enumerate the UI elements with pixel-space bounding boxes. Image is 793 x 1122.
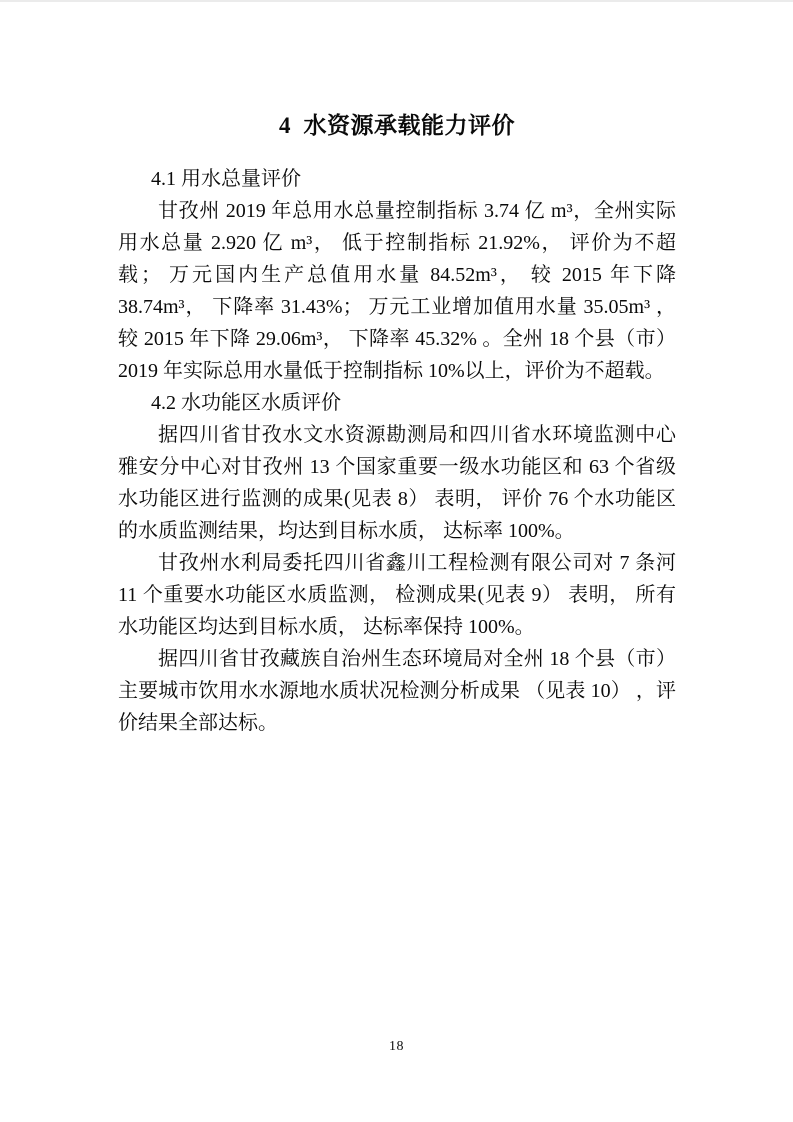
section-heading-4-1: 4.1 用水总量评价 [151, 168, 301, 190]
section-heading-4-2: 4.2 水功能区水质评价 [151, 392, 341, 414]
paragraph-water-quality-inspection: 甘孜州水利局委托四川省鑫川工程检测有限公司对 7 条河 11 个重要水功能区水质监测， 检测成果(见表 9） 表明， 所有水功能区均达到目标水质， 达标率保持 100%。 [118, 552, 676, 638]
paragraph-drinking-water-source-analysis: 据四川省甘孜藏族自治州生态环境局对全州 18 个县（市）主要城市饮用水水源地水质状况检测分析成果 （见表 10） ，评价结果全部达标。 [118, 648, 676, 734]
chapter-title: 4 水资源承载能力评价 [279, 113, 515, 138]
paragraph-water-usage-evaluation: 甘孜州 2019 年总用水总量控制指标 3.74 亿 m³，全州实际用水总量 2.920 亿 m³， 低于控制指标 21.92%， 评价为不超载； 万元国内生产总值用水量 84.52m³， 较 2015 年下降 38.74m³， 下降率 31.43%； 万元工业增加值用水量 35.05m³ ， 较 2015 年下降 29.06m³， 下降率 45.32% 。全州 18 个县（市）2019 年实际总用水量低于控制指标 10%以上，评价为不超载。 [118, 200, 676, 382]
document-content [118, 110, 676, 739]
paragraph-water-function-zone-monitoring: 据四川省甘孜水文水资源勘测局和四川省水环境监测中心雅安分中心对甘孜州 13 个国家重要一级水功能区和 63 个省级水功能区进行监测的成果(见表 8） 表明， 评价 76 个水功能区的水质监测结果，均达到目标水质， 达标率 100%。 [118, 424, 676, 542]
page-number: 18 [389, 1039, 404, 1054]
